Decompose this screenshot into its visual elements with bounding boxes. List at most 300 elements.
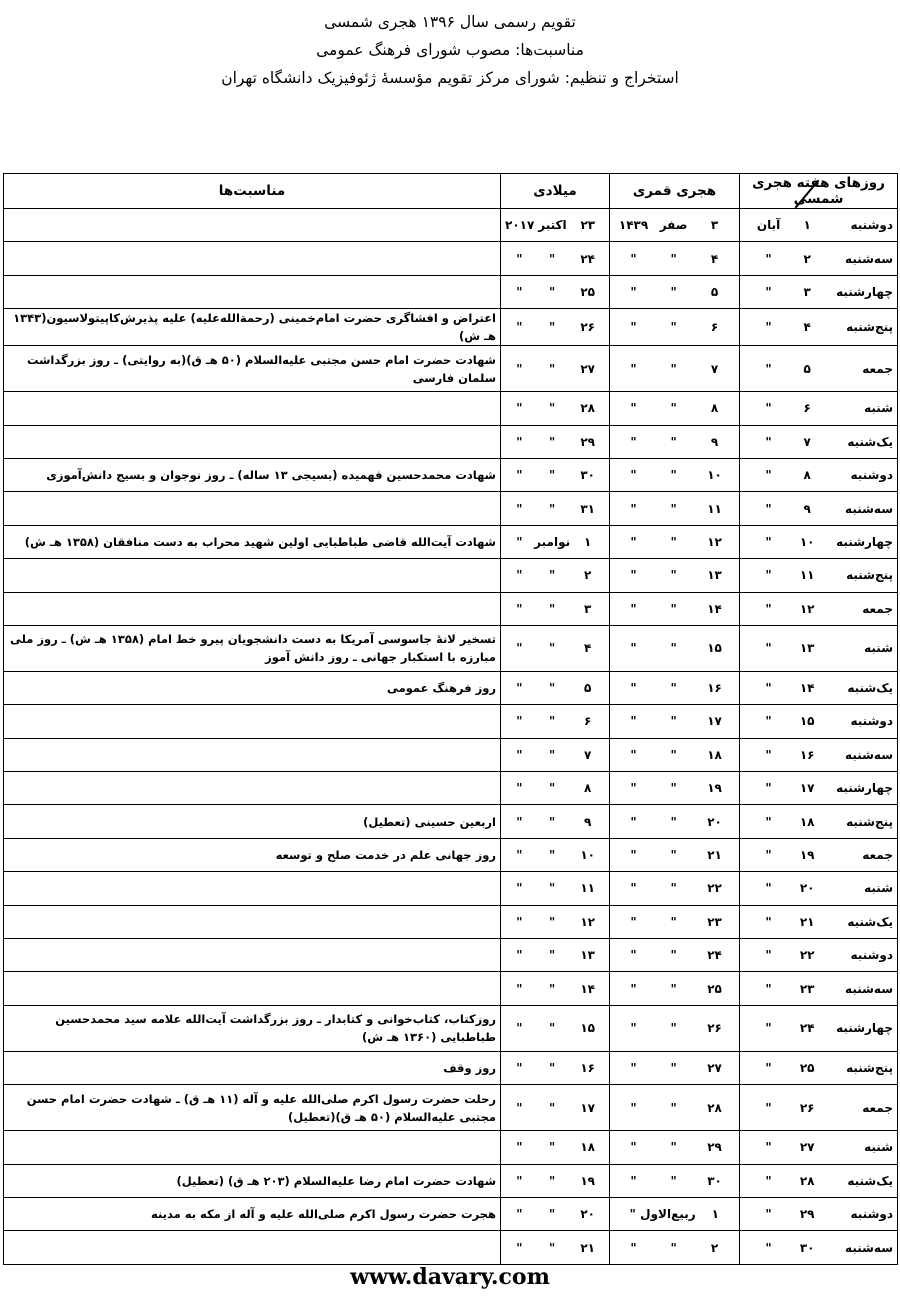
weekday-label: شنبه xyxy=(864,881,893,896)
shamsi-month: " xyxy=(765,251,772,266)
shamsi-day: ۲۴ xyxy=(799,1021,815,1036)
occasion-text: شهادت آیت‌الله قاضی طباطبایی اولین شهید محراب به دست منافقان (۱۳۵۸ هـ ش) xyxy=(4,525,501,558)
table-row xyxy=(4,309,898,346)
table-row xyxy=(4,392,898,425)
cell-qamari xyxy=(610,738,740,771)
miladi-day: ۸ xyxy=(584,781,592,796)
cell-qamari xyxy=(610,209,740,242)
cell-miladi xyxy=(501,939,610,972)
occasion-text xyxy=(4,905,501,938)
cell-qamari xyxy=(610,346,740,392)
miladi-day: ۱۸ xyxy=(580,1140,596,1155)
cell-shamsi xyxy=(740,905,898,938)
shamsi-day: ۱۵ xyxy=(799,714,815,729)
miladi-day: ۲۸ xyxy=(580,401,596,416)
miladi-year: " xyxy=(516,534,523,549)
occasion-text xyxy=(4,425,501,458)
shamsi-day: ۵ xyxy=(803,361,811,376)
qamari-day: ۲۳ xyxy=(707,914,722,929)
qamari-day: ۶ xyxy=(710,320,719,335)
shamsi-month: " xyxy=(765,468,772,483)
shamsi-month: آبان xyxy=(756,218,781,233)
qamari-month: " xyxy=(670,881,677,896)
occasion-text xyxy=(4,1231,501,1264)
miladi-year: " xyxy=(516,501,523,516)
miladi-day: ۲۰ xyxy=(580,1207,596,1222)
qamari-year: " xyxy=(630,284,637,299)
shamsi-day: ۱۲ xyxy=(799,601,815,616)
miladi-year: " xyxy=(516,681,523,696)
miladi-day: ۳ xyxy=(584,601,592,616)
qamari-month: " xyxy=(670,714,677,729)
qamari-day: ۲۱ xyxy=(707,848,722,863)
cell-shamsi xyxy=(740,1005,898,1051)
occasion-text: هجرت حضرت رسول اکرم صلی‌الله علیه و آله از مکه به مدینه xyxy=(4,1197,501,1230)
qamari-year: ۱۴۳۹ xyxy=(618,218,649,233)
qamari-day: ۱۹ xyxy=(707,781,722,796)
header-qamari: هجری قمری xyxy=(610,174,740,209)
weekday-label: جمعه xyxy=(862,848,893,863)
shamsi-month: " xyxy=(765,601,772,616)
occasion-text xyxy=(4,275,501,308)
cell-miladi xyxy=(501,525,610,558)
weekday-label: جمعه xyxy=(862,361,893,376)
qamari-year: " xyxy=(630,848,637,863)
miladi-day: ۲۱ xyxy=(580,1240,596,1255)
miladi-year: " xyxy=(516,1240,523,1255)
qamari-month: " xyxy=(670,914,677,929)
qamari-month: " xyxy=(670,361,677,376)
weekday-label: یک‌شنبه xyxy=(847,1173,893,1188)
occasion-text: شهادت محمدحسین فهمیده (بسیجی ۱۳ ساله) ـ روز نوجوان و بسیج دانش‌آموزی xyxy=(4,458,501,491)
shamsi-day: ۱۸ xyxy=(799,814,815,829)
qamari-day: ۸ xyxy=(710,401,719,416)
cell-miladi xyxy=(501,1164,610,1197)
table-row xyxy=(4,559,898,592)
cell-miladi xyxy=(501,772,610,805)
table-header-row xyxy=(4,174,898,209)
occasion-text xyxy=(4,592,501,625)
cell-qamari xyxy=(610,1164,740,1197)
cell-shamsi xyxy=(740,838,898,871)
qamari-day: ۳۰ xyxy=(707,1173,722,1188)
shamsi-month: " xyxy=(765,1240,772,1255)
qamari-month: صفر xyxy=(659,218,688,233)
shamsi-month: " xyxy=(765,1207,772,1222)
cell-miladi xyxy=(501,275,610,308)
table-row xyxy=(4,492,898,525)
miladi-year: " xyxy=(516,251,523,266)
miladi-month: نوامبر xyxy=(534,534,571,549)
qamari-month: " xyxy=(670,601,677,616)
miladi-day: ۱۹ xyxy=(580,1173,596,1188)
shamsi-month: " xyxy=(765,284,772,299)
cell-shamsi xyxy=(740,1197,898,1230)
table-row xyxy=(4,671,898,704)
qamari-day: ۱ xyxy=(711,1207,719,1222)
cell-qamari xyxy=(610,905,740,938)
miladi-year: " xyxy=(516,848,523,863)
cell-qamari xyxy=(610,625,740,671)
qamari-day: ۱۲ xyxy=(707,534,722,549)
cell-qamari xyxy=(610,1197,740,1230)
qamari-year: " xyxy=(630,714,637,729)
miladi-month: " xyxy=(548,914,556,929)
miladi-day: ۲۶ xyxy=(580,320,596,335)
miladi-year: " xyxy=(516,641,523,656)
qamari-year: " xyxy=(630,681,637,696)
qamari-month: " xyxy=(670,1140,677,1155)
qamari-day: ۲۹ xyxy=(707,1140,722,1155)
occasion-text xyxy=(4,772,501,805)
cell-qamari xyxy=(610,671,740,704)
cell-shamsi xyxy=(740,309,898,346)
qamari-year: " xyxy=(630,534,637,549)
occasion-text: رحلت حضرت رسول اکرم صلی‌الله علیه و آله (۱۱ هـ ق) ـ شهادت حضرت امام حسن مجتبی علیه‌السلام (۵۰ هـ ق)(تعطیل) xyxy=(4,1085,501,1131)
table-row xyxy=(4,939,898,972)
qamari-month: " xyxy=(670,568,677,583)
cell-qamari xyxy=(610,492,740,525)
shamsi-day: ۲۰ xyxy=(799,881,815,896)
document-header xyxy=(0,8,900,92)
page-title: تقویم رسمی سال ۱۳۹۶ هجری شمسی xyxy=(324,13,576,31)
miladi-year: " xyxy=(516,1061,523,1075)
shamsi-day: ۲۱ xyxy=(799,914,815,929)
miladi-day: ۱۶ xyxy=(580,1061,596,1075)
qamari-year: " xyxy=(630,948,637,963)
miladi-month: " xyxy=(548,1100,556,1115)
cell-miladi xyxy=(501,592,610,625)
cell-qamari xyxy=(610,1131,740,1164)
qamari-day: ۱۶ xyxy=(707,681,722,696)
occasion-text xyxy=(4,738,501,771)
miladi-month: " xyxy=(548,714,556,729)
cell-miladi xyxy=(501,1051,610,1084)
table-row xyxy=(4,1231,898,1264)
miladi-year: " xyxy=(516,320,523,335)
table-row xyxy=(4,1051,898,1084)
shamsi-day: ۱۰ xyxy=(799,534,815,549)
qamari-year: " xyxy=(629,1207,636,1222)
occasion-text xyxy=(4,492,501,525)
cell-miladi xyxy=(501,805,610,838)
shamsi-day: ۲۵ xyxy=(799,1061,815,1075)
shamsi-day: ۶ xyxy=(803,401,811,416)
cell-shamsi xyxy=(740,209,898,242)
shamsi-month: " xyxy=(765,434,772,449)
qamari-year: " xyxy=(630,881,637,896)
cell-shamsi xyxy=(740,738,898,771)
page-source: استخراج و تنظیم: شورای مرکز تقویم مؤسسهٔ ژئوفیزیک دانشگاه تهران xyxy=(221,69,679,87)
miladi-year: ۲۰۱۷ xyxy=(505,218,535,233)
weekday-label: شنبه xyxy=(864,641,893,656)
qamari-year: " xyxy=(630,1140,637,1155)
qamari-day: ۲۲ xyxy=(707,881,722,896)
qamari-month: " xyxy=(670,747,677,762)
table-row xyxy=(4,1085,898,1131)
qamari-month: " xyxy=(670,981,677,996)
miladi-year: " xyxy=(516,948,523,963)
table-row xyxy=(4,738,898,771)
miladi-year: " xyxy=(516,814,523,829)
miladi-year: " xyxy=(516,468,523,483)
qamari-day: ۱۴ xyxy=(707,601,722,616)
qamari-day: ۱۵ xyxy=(707,641,722,656)
miladi-month: " xyxy=(548,1207,556,1222)
qamari-month: " xyxy=(670,320,677,335)
qamari-year: " xyxy=(630,1061,637,1075)
miladi-day: ۴ xyxy=(584,641,592,656)
table-body xyxy=(4,209,898,1265)
table-row xyxy=(4,838,898,871)
cell-miladi xyxy=(501,838,610,871)
cell-shamsi xyxy=(740,492,898,525)
qamari-day: ۹ xyxy=(710,434,719,449)
weekday-label: پنج‌شنبه xyxy=(846,1061,893,1075)
miladi-month: " xyxy=(548,251,556,266)
miladi-day: ۲ xyxy=(584,568,592,583)
shamsi-day: ۲۲ xyxy=(799,948,815,963)
weekday-label: دوشنبه xyxy=(850,468,893,483)
qamari-day: ۲ xyxy=(710,1240,719,1255)
cell-miladi xyxy=(501,1005,610,1051)
cell-shamsi xyxy=(740,805,898,838)
cell-miladi xyxy=(501,392,610,425)
qamari-day: ۵ xyxy=(710,284,719,299)
cell-miladi xyxy=(501,671,610,704)
cell-shamsi xyxy=(740,525,898,558)
cell-qamari xyxy=(610,939,740,972)
qamari-day: ۱۷ xyxy=(707,714,722,729)
qamari-day: ۳ xyxy=(710,218,719,233)
shamsi-day: ۷ xyxy=(803,434,811,449)
qamari-month: " xyxy=(670,848,677,863)
shamsi-month: " xyxy=(765,501,772,516)
cell-qamari xyxy=(610,705,740,738)
miladi-year: " xyxy=(516,881,523,896)
shamsi-month: " xyxy=(765,1061,772,1075)
weekday-label: چهارشنبه xyxy=(836,284,893,299)
cell-miladi xyxy=(501,309,610,346)
miladi-year: " xyxy=(516,434,523,449)
miladi-day: ۲۹ xyxy=(580,434,596,449)
table-row xyxy=(4,592,898,625)
shamsi-day: ۱۷ xyxy=(799,781,815,796)
qamari-month: " xyxy=(670,468,677,483)
table-row xyxy=(4,805,898,838)
miladi-month: اکتبر xyxy=(538,218,567,233)
miladi-day: ۲۳ xyxy=(580,218,596,233)
cell-miladi xyxy=(501,1131,610,1164)
shamsi-month: " xyxy=(765,714,772,729)
occasion-text xyxy=(4,1131,501,1164)
miladi-month: " xyxy=(548,1140,556,1155)
qamari-month: " xyxy=(670,534,677,549)
table-row xyxy=(4,705,898,738)
shamsi-month: " xyxy=(765,747,772,762)
occasion-text: شهادت حضرت امام رضا علیه‌السلام (۲۰۳ هـ ق) (تعطیل) xyxy=(4,1164,501,1197)
qamari-year: " xyxy=(630,320,637,335)
shamsi-month: " xyxy=(765,914,772,929)
shamsi-month: " xyxy=(765,1100,772,1115)
qamari-day: ۲۰ xyxy=(707,814,722,829)
shamsi-month: " xyxy=(765,814,772,829)
shamsi-month: " xyxy=(765,320,772,335)
cell-shamsi xyxy=(740,1085,898,1131)
miladi-day: ۱۴ xyxy=(580,981,596,996)
cell-qamari xyxy=(610,838,740,871)
header-occasions: مناسبت‌ها xyxy=(4,174,501,209)
calendar-table xyxy=(3,173,898,1265)
qamari-month: " xyxy=(670,681,677,696)
weekday-label: سه‌شنبه xyxy=(845,747,893,762)
shamsi-month: " xyxy=(765,1140,772,1155)
miladi-month: " xyxy=(548,814,556,829)
qamari-year: " xyxy=(630,601,637,616)
table-row xyxy=(4,1164,898,1197)
qamari-month: " xyxy=(670,641,677,656)
shamsi-day: ۹ xyxy=(803,501,811,516)
miladi-month: " xyxy=(548,747,556,762)
shamsi-day: ۱۱ xyxy=(799,568,815,583)
cell-miladi xyxy=(501,625,610,671)
miladi-month: " xyxy=(548,1021,556,1036)
miladi-year: " xyxy=(516,914,523,929)
cell-qamari xyxy=(610,425,740,458)
qamari-year: " xyxy=(630,401,637,416)
table-row xyxy=(4,346,898,392)
table-row xyxy=(4,425,898,458)
miladi-year: " xyxy=(516,1021,523,1036)
qamari-day: ۱۳ xyxy=(707,568,722,583)
header-miladi: میلادی xyxy=(501,174,610,209)
table-row xyxy=(4,525,898,558)
miladi-day: ۱۲ xyxy=(580,914,596,929)
occasion-text xyxy=(4,972,501,1005)
cell-qamari xyxy=(610,242,740,275)
qamari-year: " xyxy=(630,434,637,449)
miladi-month: " xyxy=(548,401,556,416)
shamsi-month: " xyxy=(765,568,772,583)
occasion-text: اعتراض و افشاگری حضرت امام‌خمینی (رحمة‌الله‌علیه) علیه پذیرش‌کاپیتولاسیون(۱۳۴۳ هـ ش) xyxy=(4,309,501,346)
miladi-month: " xyxy=(548,501,556,516)
occasion-text: اربعین حسینی (تعطیل) xyxy=(4,805,501,838)
cell-qamari xyxy=(610,458,740,491)
miladi-month: " xyxy=(548,881,556,896)
miladi-year: " xyxy=(516,747,523,762)
cell-shamsi xyxy=(740,346,898,392)
weekday-label: یک‌شنبه xyxy=(847,914,893,929)
qamari-year: " xyxy=(630,914,637,929)
miladi-day: ۲۵ xyxy=(580,284,596,299)
footer-url: www.davary.com xyxy=(350,1264,550,1290)
cell-shamsi xyxy=(740,625,898,671)
cell-qamari xyxy=(610,1005,740,1051)
qamari-year: " xyxy=(630,501,637,516)
cell-shamsi xyxy=(740,1231,898,1264)
table-row xyxy=(4,1131,898,1164)
miladi-day: ۲۴ xyxy=(580,251,596,266)
qamari-month: " xyxy=(670,401,677,416)
weekday-label: چهارشنبه xyxy=(836,534,893,549)
weekday-label: پنج‌شنبه xyxy=(846,814,893,829)
miladi-day: ۱۳ xyxy=(580,948,596,963)
occasion-text: روز فرهنگ عمومی xyxy=(4,671,501,704)
miladi-month: " xyxy=(548,320,556,335)
table-row xyxy=(4,1005,898,1051)
miladi-year: " xyxy=(516,1173,523,1188)
shamsi-day: ۱۹ xyxy=(799,848,815,863)
weekday-label: شنبه xyxy=(864,401,893,416)
cell-shamsi xyxy=(740,458,898,491)
shamsi-month: " xyxy=(765,1173,772,1188)
shamsi-day: ۲۳ xyxy=(799,981,815,996)
shamsi-day: ۱۴ xyxy=(799,681,815,696)
cell-qamari xyxy=(610,1231,740,1264)
miladi-year: " xyxy=(516,1207,523,1222)
miladi-month: " xyxy=(548,434,556,449)
miladi-month: " xyxy=(548,601,556,616)
cell-qamari xyxy=(610,1085,740,1131)
cell-shamsi xyxy=(740,425,898,458)
weekday-label: چهارشنبه xyxy=(836,1021,893,1036)
cell-qamari xyxy=(610,772,740,805)
qamari-month: " xyxy=(670,948,677,963)
cell-shamsi xyxy=(740,592,898,625)
miladi-month: " xyxy=(548,848,556,863)
weekday-label: دوشنبه xyxy=(850,948,893,963)
miladi-year: " xyxy=(516,781,523,796)
shamsi-month: " xyxy=(765,681,772,696)
miladi-year: " xyxy=(516,1100,523,1115)
occasion-text xyxy=(4,392,501,425)
cell-shamsi xyxy=(740,972,898,1005)
qamari-year: " xyxy=(630,1021,637,1036)
cell-qamari xyxy=(610,1051,740,1084)
cell-miladi xyxy=(501,1231,610,1264)
weekday-label: سه‌شنبه xyxy=(845,1240,893,1255)
shamsi-month: " xyxy=(765,781,772,796)
table-row xyxy=(4,625,898,671)
miladi-year: " xyxy=(516,284,523,299)
qamari-year: " xyxy=(630,781,637,796)
cell-shamsi xyxy=(740,705,898,738)
occasion-text xyxy=(4,872,501,905)
miladi-month: " xyxy=(548,781,556,796)
qamari-day: ۲۷ xyxy=(707,1061,722,1075)
miladi-day: ۱۵ xyxy=(580,1021,596,1036)
qamari-month: " xyxy=(670,1240,677,1255)
miladi-day: ۵ xyxy=(584,681,592,696)
shamsi-day: ۸ xyxy=(803,468,811,483)
cell-miladi xyxy=(501,492,610,525)
miladi-day: ۱۱ xyxy=(580,881,596,896)
shamsi-month: " xyxy=(765,1021,772,1036)
qamari-year: " xyxy=(630,468,637,483)
cell-qamari xyxy=(610,592,740,625)
table-row xyxy=(4,275,898,308)
weekday-label: سه‌شنبه xyxy=(845,501,893,516)
weekday-label: پنج‌شنبه xyxy=(846,568,893,583)
occasion-text: روز جهانی علم در خدمت صلح و توسعه xyxy=(4,838,501,871)
miladi-day: ۷ xyxy=(584,747,592,762)
shamsi-month: " xyxy=(765,641,772,656)
cell-shamsi xyxy=(740,772,898,805)
shamsi-day: ۲۸ xyxy=(799,1173,815,1188)
table-row xyxy=(4,458,898,491)
qamari-day: ۱۸ xyxy=(707,747,722,762)
shamsi-month: " xyxy=(765,981,772,996)
